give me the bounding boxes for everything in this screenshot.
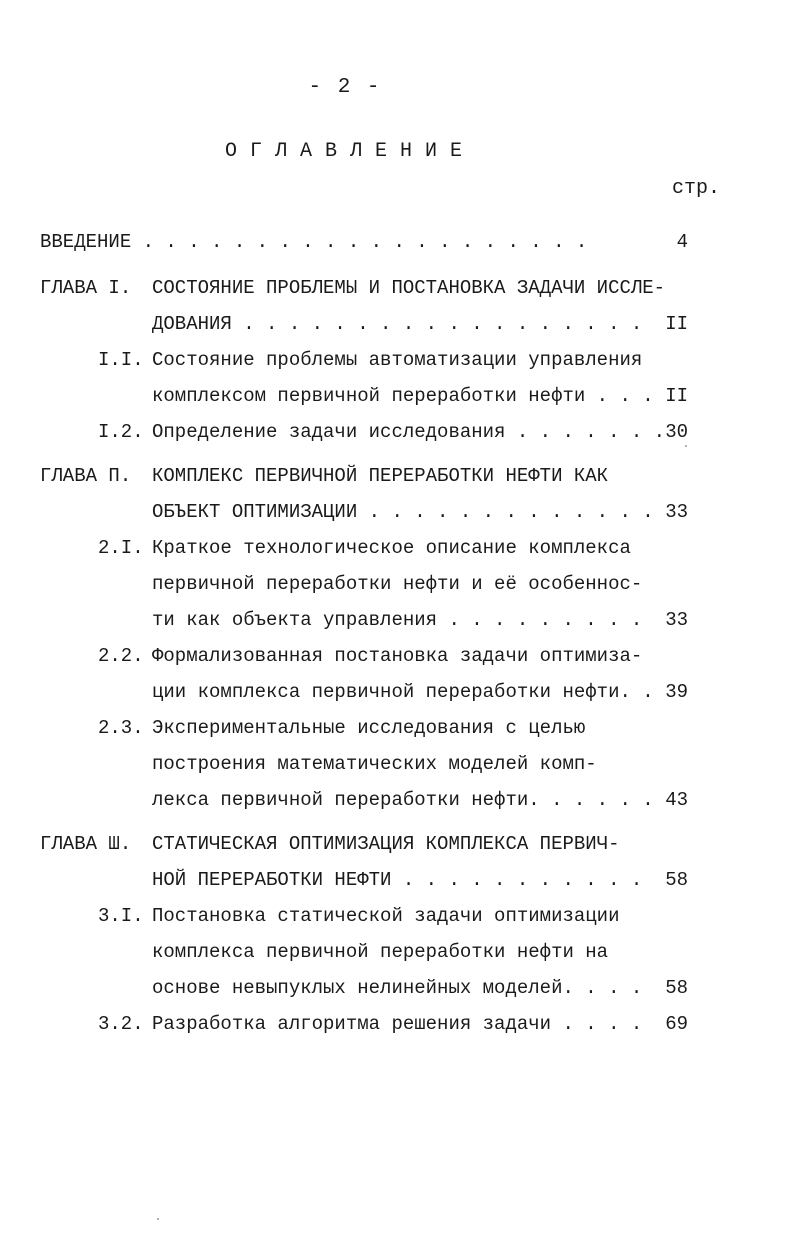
toc-entry-text: Краткое технологическое описание комплекса	[152, 537, 631, 559]
toc-entry-text: комплекса первичной переработки нефти на	[152, 941, 609, 963]
toc-entry-page: 4	[676, 231, 688, 253]
toc-entry-text: НОЙ ПЕРЕРАБОТКИ НЕФТИ . . . . . . . . . . .	[152, 869, 643, 891]
toc-entry-label: 3.I.	[98, 905, 144, 927]
toc-entry-text: Формализованная постановка задачи оптимиза-	[152, 645, 643, 667]
toc-entry-label: ГЛАВА П.	[40, 465, 132, 487]
toc-entry-page: II	[665, 385, 688, 407]
toc-title: ОГЛАВЛЕНИЕ	[224, 140, 476, 163]
toc-entry-text: Постановка статической задачи оптимизации	[152, 905, 620, 927]
scan-speck	[685, 445, 687, 447]
toc-entry-label: 2.2.	[98, 645, 144, 667]
toc-entry-label: I.2.	[98, 421, 144, 443]
toc-entry-text: первичной переработки нефти и её особеннос-	[152, 573, 643, 595]
toc-entry-label: 3.2.	[98, 1013, 144, 1035]
toc-entry-text: основе невыпуклых нелинейных моделей. . . .	[152, 977, 643, 999]
toc-entry-label: I.I.	[98, 349, 144, 371]
page-column-header: стр.	[672, 177, 721, 200]
toc-entry-page: 33	[665, 609, 688, 631]
toc-entry-text: Разработка алгоритма решения задачи . . . .	[152, 1013, 643, 1035]
toc-entry-text: ДОВАНИЯ . . . . . . . . . . . . . . . . . .	[152, 313, 643, 335]
toc-entry-text: СТАТИЧЕСКАЯ ОПТИМИЗАЦИЯ КОМПЛЕКСА ПЕРВИЧ-	[152, 833, 620, 855]
toc-entry-text: ти как объекта управления . . . . . . . . .	[152, 609, 643, 631]
toc-entry-text: построения математических моделей комп-	[152, 753, 597, 775]
toc-entry-page: II	[665, 313, 688, 335]
toc-entry-text: ВВЕДЕНИЕ . . . . . . . . . . . . . . . . . . . .	[40, 231, 588, 253]
toc-entry-text: ции комплекса первичной переработки нефти. .	[152, 681, 654, 703]
toc-entry-page: 30	[665, 421, 688, 443]
toc-entry-text: Состояние проблемы автоматизации управления	[152, 349, 643, 371]
toc-entry-text: Экспериментальные исследования с целью	[152, 717, 586, 739]
toc-entry-page: 58	[665, 977, 688, 999]
toc-entry-label: 2.3.	[98, 717, 144, 739]
page-number: - 2 -	[308, 76, 382, 99]
toc-entry-text: комплексом первичной переработки нефти . . .	[152, 385, 654, 407]
toc-entry-page: 43	[665, 789, 688, 811]
toc-entry-page: 58	[665, 869, 688, 891]
toc-entry-page: 69	[665, 1013, 688, 1035]
toc-entry-text: ОБЪЕКТ ОПТИМИЗАЦИИ . . . . . . . . . . . . .	[152, 501, 654, 523]
scan-speck	[157, 1218, 159, 1220]
toc-entry-page: 39	[665, 681, 688, 703]
toc-entry-label: 2.I.	[98, 537, 144, 559]
toc-entry-text: Определение задачи исследования . . . . . . .	[152, 421, 666, 443]
toc-entry-text: СОСТОЯНИЕ ПРОБЛЕМЫ И ПОСТАНОВКА ЗАДАЧИ ИССЛЕ-	[152, 277, 666, 299]
toc-entry-text: КОМПЛЕКС ПЕРВИЧНОЙ ПЕРЕРАБОТКИ НЕФТИ КАК	[152, 465, 609, 487]
toc-entry-label: ГЛАВА Ш.	[40, 833, 132, 855]
toc-entry-text: лекса первичной переработки нефти. . . . . .	[152, 789, 654, 811]
toc-entry-label: ГЛАВА I.	[40, 277, 132, 299]
toc-entry-page: 33	[665, 501, 688, 523]
